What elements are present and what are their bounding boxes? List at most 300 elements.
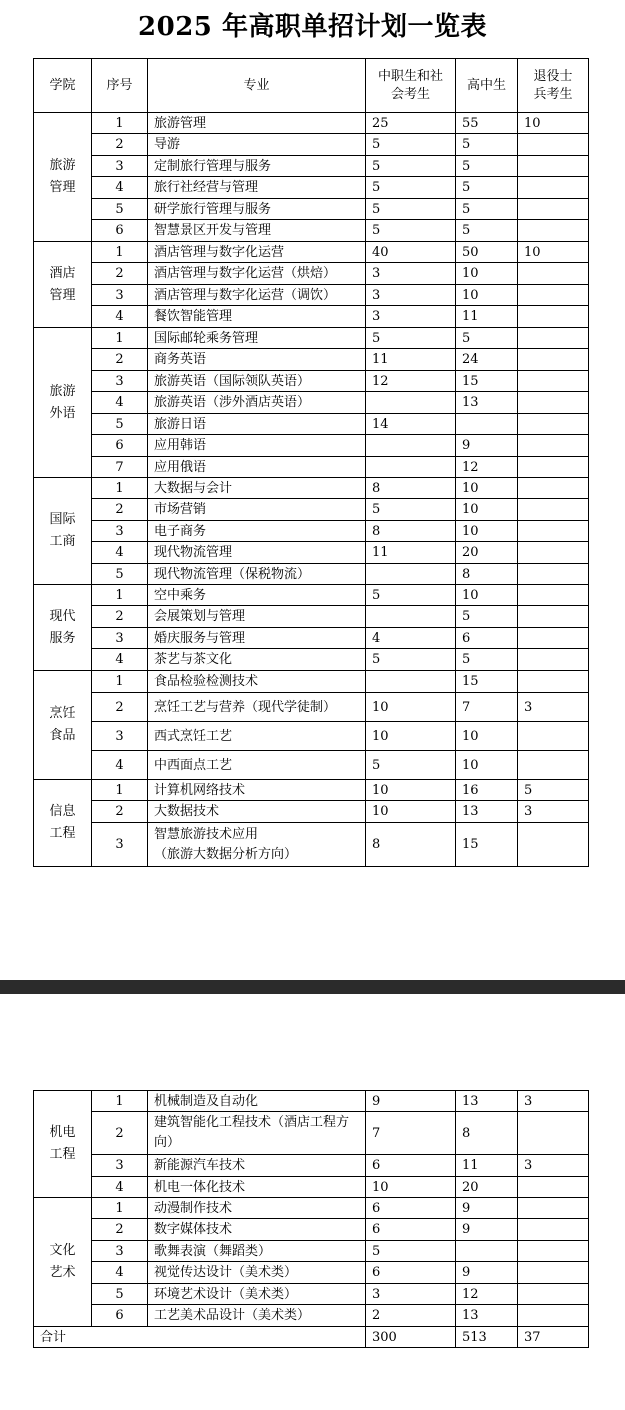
table-row — [34, 751, 589, 780]
vocational-quota: 5 — [366, 156, 456, 177]
vocational-quota: 5 — [366, 585, 456, 606]
header-veteran: 退役士兵考生 — [518, 59, 589, 113]
highschool-quota: 12 — [456, 457, 518, 478]
veteran-quota — [518, 328, 589, 349]
highschool-quota: 9 — [456, 1198, 518, 1219]
veteran-quota: 3 — [518, 801, 589, 823]
table-row — [34, 435, 589, 457]
page-divider — [0, 980, 625, 994]
highschool-quota: 7 — [456, 693, 518, 722]
college-name-line2: 工商 — [49, 534, 76, 549]
major-cell: 旅行社经营与管理 — [148, 177, 366, 199]
veteran-quota: 3 — [518, 693, 589, 722]
highschool-quota: 9 — [456, 435, 518, 457]
table-row — [34, 722, 589, 751]
vocational-quota: 8 — [366, 823, 456, 867]
table-row — [34, 156, 589, 177]
college-cell — [34, 113, 92, 242]
row-no: 3 — [92, 628, 148, 649]
table-row — [34, 1305, 589, 1327]
row-no: 5 — [92, 199, 148, 220]
table-row — [34, 242, 589, 263]
row-no: 4 — [92, 649, 148, 671]
major-cell: 数字媒体技术 — [148, 1219, 366, 1241]
college-name-line1: 旅游 — [49, 158, 76, 173]
highschool-quota: 5 — [456, 606, 518, 628]
row-no: 3 — [92, 371, 148, 392]
table-row — [34, 328, 589, 349]
table-row — [34, 371, 589, 392]
vocational-quota: 2 — [366, 1305, 456, 1327]
vocational-quota — [366, 392, 456, 414]
vocational-quota: 8 — [366, 521, 456, 542]
highschool-quota: 10 — [456, 478, 518, 499]
row-no: 2 — [92, 693, 148, 722]
vocational-quota: 5 — [366, 134, 456, 156]
college-cell — [34, 780, 92, 867]
table-row — [34, 671, 589, 693]
college-name-line2: 外语 — [49, 405, 76, 421]
highschool-quota: 9 — [456, 1219, 518, 1241]
veteran-quota — [518, 1305, 589, 1327]
veteran-quota — [518, 564, 589, 585]
row-no: 3 — [92, 1241, 148, 1262]
major-cell: 现代物流管理（保税物流） — [148, 564, 366, 585]
college-cell — [34, 585, 92, 671]
total-veteran: 37 — [518, 1327, 589, 1348]
row-no: 4 — [92, 1177, 148, 1198]
row-no: 4 — [92, 1262, 148, 1284]
veteran-quota — [518, 499, 589, 521]
vocational-quota: 5 — [366, 751, 456, 780]
table-header-row — [34, 59, 589, 113]
veteran-quota: 3 — [518, 1155, 589, 1177]
row-no: 4 — [92, 751, 148, 780]
veteran-quota: 10 — [518, 113, 589, 134]
row-no: 1 — [92, 113, 148, 134]
veteran-quota — [518, 134, 589, 156]
major-cell: 大数据技术 — [148, 801, 366, 823]
highschool-quota: 5 — [456, 328, 518, 349]
table-row — [34, 177, 589, 199]
highschool-quota: 5 — [456, 220, 518, 242]
major-cell: 建筑智能化工程技术（酒店工程方向） — [148, 1112, 366, 1155]
major-cell: 商务英语 — [148, 349, 366, 371]
major-cell: 歌舞表演（舞蹈类） — [148, 1241, 366, 1262]
major-cell: 计算机网络技术 — [148, 780, 366, 801]
major-cell: 现代物流管理 — [148, 542, 366, 564]
table-row — [34, 1284, 589, 1305]
veteran-quota — [518, 521, 589, 542]
row-no: 5 — [92, 414, 148, 435]
veteran-quota — [518, 1177, 589, 1198]
highschool-quota: 9 — [456, 1262, 518, 1284]
highschool-quota: 12 — [456, 1284, 518, 1305]
row-no: 5 — [92, 1284, 148, 1305]
highschool-quota — [456, 1241, 518, 1262]
vocational-quota: 25 — [366, 113, 456, 134]
table-row — [34, 780, 589, 801]
row-no: 2 — [92, 606, 148, 628]
row-no: 4 — [92, 306, 148, 328]
major-cell: 酒店管理与数字化运营（烘焙） — [148, 263, 366, 285]
veteran-quota — [518, 1241, 589, 1262]
major-cell: 餐饮智能管理 — [148, 306, 366, 328]
vocational-quota: 3 — [366, 263, 456, 285]
vocational-quota: 5 — [366, 220, 456, 242]
table-row — [34, 1091, 589, 1112]
major-cell: 市场营销 — [148, 499, 366, 521]
highschool-quota: 10 — [456, 285, 518, 306]
row-no: 2 — [92, 499, 148, 521]
vocational-quota — [366, 564, 456, 585]
veteran-quota — [518, 285, 589, 306]
row-no: 2 — [92, 1112, 148, 1155]
row-no: 1 — [92, 242, 148, 263]
college-name-line1: 酒店 — [49, 265, 76, 281]
college-name-line1: 现代 — [49, 608, 76, 624]
highschool-quota: 55 — [456, 113, 518, 134]
veteran-quota: 5 — [518, 780, 589, 801]
vocational-quota: 5 — [366, 649, 456, 671]
vocational-quota: 7 — [366, 1112, 456, 1155]
vocational-quota: 6 — [366, 1155, 456, 1177]
vocational-quota: 10 — [366, 722, 456, 751]
table-row — [34, 306, 589, 328]
highschool-quota: 5 — [456, 649, 518, 671]
veteran-quota — [518, 263, 589, 285]
veteran-quota — [518, 435, 589, 457]
table-row — [34, 349, 589, 371]
table-row — [34, 606, 589, 628]
table-row — [34, 1241, 589, 1262]
highschool-quota: 10 — [456, 521, 518, 542]
veteran-quota — [518, 606, 589, 628]
highschool-quota: 8 — [456, 1112, 518, 1155]
vocational-quota: 10 — [366, 693, 456, 722]
vocational-quota: 8 — [366, 478, 456, 499]
college-name-line1: 信息 — [49, 804, 76, 819]
vocational-quota: 3 — [366, 306, 456, 328]
table-row — [34, 521, 589, 542]
college-name-line1: 烹饪 — [49, 706, 76, 721]
header-no: 序号 — [92, 59, 148, 113]
vocational-quota: 4 — [366, 628, 456, 649]
row-no: 4 — [92, 392, 148, 414]
veteran-quota — [518, 457, 589, 478]
highschool-quota: 16 — [456, 780, 518, 801]
major-line1: 智慧旅游技术应用 — [154, 826, 259, 842]
table-row — [34, 1219, 589, 1241]
row-no: 3 — [92, 156, 148, 177]
row-no: 2 — [92, 1219, 148, 1241]
total-highschool: 513 — [456, 1327, 518, 1348]
highschool-quota: 13 — [456, 801, 518, 823]
table-row — [34, 134, 589, 156]
veteran-quota — [518, 371, 589, 392]
veteran-quota — [518, 823, 589, 867]
table-row — [34, 585, 589, 606]
row-no: 7 — [92, 457, 148, 478]
vocational-quota: 6 — [366, 1198, 456, 1219]
major-cell: 视觉传达设计（美术类） — [148, 1262, 366, 1284]
major-cell: 食品检验检测技术 — [148, 671, 366, 693]
college-name-line1: 旅游 — [49, 383, 76, 399]
vocational-quota: 3 — [366, 1284, 456, 1305]
total-label: 合计 — [34, 1327, 366, 1348]
table-row — [34, 199, 589, 220]
veteran-quota — [518, 628, 589, 649]
major-cell — [148, 823, 366, 867]
table-row — [34, 564, 589, 585]
table-row — [34, 285, 589, 306]
header-highschool: 高中生 — [456, 59, 518, 113]
table-row — [34, 457, 589, 478]
major-cell: 应用俄语 — [148, 457, 366, 478]
highschool-quota: 5 — [456, 156, 518, 177]
highschool-quota: 10 — [456, 499, 518, 521]
major-cell: 会展策划与管理 — [148, 606, 366, 628]
vocational-quota — [366, 606, 456, 628]
highschool-quota: 15 — [456, 371, 518, 392]
major-cell: 大数据与会计 — [148, 478, 366, 499]
table-row — [34, 1262, 589, 1284]
highschool-quota: 20 — [456, 542, 518, 564]
table-row — [34, 801, 589, 823]
table-row — [34, 649, 589, 671]
major-cell: 烹饪工艺与营养（现代学徒制） — [148, 693, 366, 722]
major-cell: 环境艺术设计（美术类） — [148, 1284, 366, 1305]
college-name-line2: 服务 — [49, 630, 76, 646]
major-cell: 酒店管理与数字化运营 — [148, 242, 366, 263]
vocational-quota: 6 — [366, 1262, 456, 1284]
table-row — [34, 220, 589, 242]
vocational-quota: 12 — [366, 371, 456, 392]
veteran-quota — [518, 1112, 589, 1155]
vocational-quota: 6 — [366, 1219, 456, 1241]
college-cell — [34, 1091, 92, 1198]
row-no: 4 — [92, 542, 148, 564]
veteran-quota — [518, 156, 589, 177]
veteran-quota — [518, 177, 589, 199]
major-cell: 国际邮轮乘务管理 — [148, 328, 366, 349]
veteran-quota — [518, 649, 589, 671]
major-cell: 导游 — [148, 134, 366, 156]
vocational-quota: 10 — [366, 1177, 456, 1198]
college-cell — [34, 478, 92, 585]
veteran-quota: 3 — [518, 1091, 589, 1112]
highschool-quota: 5 — [456, 199, 518, 220]
highschool-quota: 13 — [456, 1305, 518, 1327]
vocational-quota — [366, 435, 456, 457]
college-name-line1: 文化 — [49, 1243, 76, 1258]
highschool-quota: 10 — [456, 751, 518, 780]
enrollment-table-page2 — [33, 1090, 589, 1348]
table-row — [34, 1155, 589, 1177]
row-no: 3 — [92, 1155, 148, 1177]
major-cell: 空中乘务 — [148, 585, 366, 606]
college-name-line2: 管理 — [49, 180, 76, 195]
college-name-line1: 国际 — [49, 512, 76, 527]
highschool-quota: 5 — [456, 134, 518, 156]
row-no: 1 — [92, 671, 148, 693]
table-row — [34, 1177, 589, 1198]
highschool-quota: 10 — [456, 722, 518, 751]
highschool-quota — [456, 414, 518, 435]
major-cell: 机电一体化技术 — [148, 1177, 366, 1198]
vocational-quota: 5 — [366, 499, 456, 521]
vocational-quota: 9 — [366, 1091, 456, 1112]
row-no: 2 — [92, 801, 148, 823]
table-row — [34, 1112, 589, 1155]
veteran-quota — [518, 1284, 589, 1305]
vocational-quota: 10 — [366, 801, 456, 823]
total-vocational: 300 — [366, 1327, 456, 1348]
page-title: 2025 年高职单招计划一览表 — [138, 12, 487, 42]
college-name-line2: 艺术 — [49, 1265, 76, 1280]
vocational-quota — [366, 457, 456, 478]
major-cell: 旅游日语 — [148, 414, 366, 435]
college-name-line2: 工程 — [49, 1147, 76, 1162]
total-row — [34, 1327, 589, 1348]
row-no: 3 — [92, 285, 148, 306]
highschool-quota: 5 — [456, 177, 518, 199]
highschool-quota: 13 — [456, 1091, 518, 1112]
vocational-quota: 5 — [366, 199, 456, 220]
row-no: 3 — [92, 823, 148, 867]
major-cell: 工艺美术品设计（美术类） — [148, 1305, 366, 1327]
row-no: 1 — [92, 780, 148, 801]
highschool-quota: 10 — [456, 263, 518, 285]
vocational-quota: 5 — [366, 177, 456, 199]
table-row — [34, 542, 589, 564]
vocational-quota: 3 — [366, 285, 456, 306]
row-no: 6 — [92, 1305, 148, 1327]
table-row — [34, 263, 589, 285]
enrollment-table-page1 — [33, 58, 589, 867]
row-no: 2 — [92, 349, 148, 371]
vocational-quota: 11 — [366, 349, 456, 371]
row-no: 6 — [92, 220, 148, 242]
table-row — [34, 392, 589, 414]
veteran-quota — [518, 414, 589, 435]
veteran-quota — [518, 478, 589, 499]
highschool-quota: 20 — [456, 1177, 518, 1198]
highschool-quota: 11 — [456, 306, 518, 328]
college-name-line1: 机电 — [49, 1125, 76, 1140]
major-cell: 酒店管理与数字化运营（调饮） — [148, 285, 366, 306]
veteran-quota — [518, 671, 589, 693]
veteran-quota — [518, 722, 589, 751]
major-cell: 旅游英语（涉外酒店英语） — [148, 392, 366, 414]
major-cell: 中西面点工艺 — [148, 751, 366, 780]
vocational-quota: 5 — [366, 328, 456, 349]
veteran-quota — [518, 1198, 589, 1219]
highschool-quota: 13 — [456, 392, 518, 414]
college-cell — [34, 328, 92, 478]
vocational-quota — [366, 671, 456, 693]
row-no: 1 — [92, 328, 148, 349]
college-name-line2: 管理 — [49, 287, 76, 303]
highschool-quota: 24 — [456, 349, 518, 371]
highschool-quota: 50 — [456, 242, 518, 263]
major-cell: 应用韩语 — [148, 435, 366, 457]
row-no: 2 — [92, 263, 148, 285]
row-no: 2 — [92, 134, 148, 156]
table-row — [34, 499, 589, 521]
veteran-quota — [518, 306, 589, 328]
vocational-quota: 10 — [366, 780, 456, 801]
veteran-quota — [518, 585, 589, 606]
veteran-quota — [518, 392, 589, 414]
college-name-line2: 工程 — [49, 826, 76, 841]
veteran-quota — [518, 542, 589, 564]
header-vocational: 中职生和社会考生 — [366, 59, 456, 113]
college-cell — [34, 242, 92, 328]
table-row — [34, 478, 589, 499]
veteran-quota — [518, 199, 589, 220]
veteran-quota — [518, 220, 589, 242]
table-row — [34, 628, 589, 649]
row-no: 3 — [92, 722, 148, 751]
row-no: 1 — [92, 478, 148, 499]
major-cell: 定制旅行管理与服务 — [148, 156, 366, 177]
major-cell: 旅游英语（国际领队英语） — [148, 371, 366, 392]
highschool-quota: 15 — [456, 671, 518, 693]
row-no: 5 — [92, 564, 148, 585]
major-cell: 机械制造及自动化 — [148, 1091, 366, 1112]
veteran-quota — [518, 1219, 589, 1241]
highschool-quota: 11 — [456, 1155, 518, 1177]
major-cell: 茶艺与茶文化 — [148, 649, 366, 671]
vocational-quota: 5 — [366, 1241, 456, 1262]
highschool-quota: 15 — [456, 823, 518, 867]
table-row — [34, 1198, 589, 1219]
highschool-quota: 8 — [456, 564, 518, 585]
major-cell: 西式烹饪工艺 — [148, 722, 366, 751]
header-college: 学院 — [34, 59, 92, 113]
highschool-quota: 6 — [456, 628, 518, 649]
table-row — [34, 414, 589, 435]
table-row — [34, 693, 589, 722]
row-no: 1 — [92, 1091, 148, 1112]
veteran-quota — [518, 1262, 589, 1284]
row-no: 1 — [92, 1198, 148, 1219]
veteran-quota — [518, 751, 589, 780]
row-no: 3 — [92, 521, 148, 542]
veteran-quota: 10 — [518, 242, 589, 263]
major-cell: 研学旅行管理与服务 — [148, 199, 366, 220]
table-row — [34, 823, 589, 867]
row-no: 1 — [92, 585, 148, 606]
major-cell: 婚庆服务与管理 — [148, 628, 366, 649]
major-line2: （旅游大数据分析方向） — [154, 846, 298, 862]
college-name-line2: 食品 — [49, 728, 76, 743]
college-cell — [34, 1198, 92, 1327]
major-cell: 新能源汽车技术 — [148, 1155, 366, 1177]
major-cell: 电子商务 — [148, 521, 366, 542]
row-no: 4 — [92, 177, 148, 199]
table-row — [34, 113, 589, 134]
vocational-quota: 14 — [366, 414, 456, 435]
vocational-quota: 40 — [366, 242, 456, 263]
vocational-quota: 11 — [366, 542, 456, 564]
header-major: 专业 — [148, 59, 366, 113]
major-cell: 动漫制作技术 — [148, 1198, 366, 1219]
veteran-quota — [518, 349, 589, 371]
college-cell — [34, 671, 92, 780]
major-cell: 旅游管理 — [148, 113, 366, 134]
